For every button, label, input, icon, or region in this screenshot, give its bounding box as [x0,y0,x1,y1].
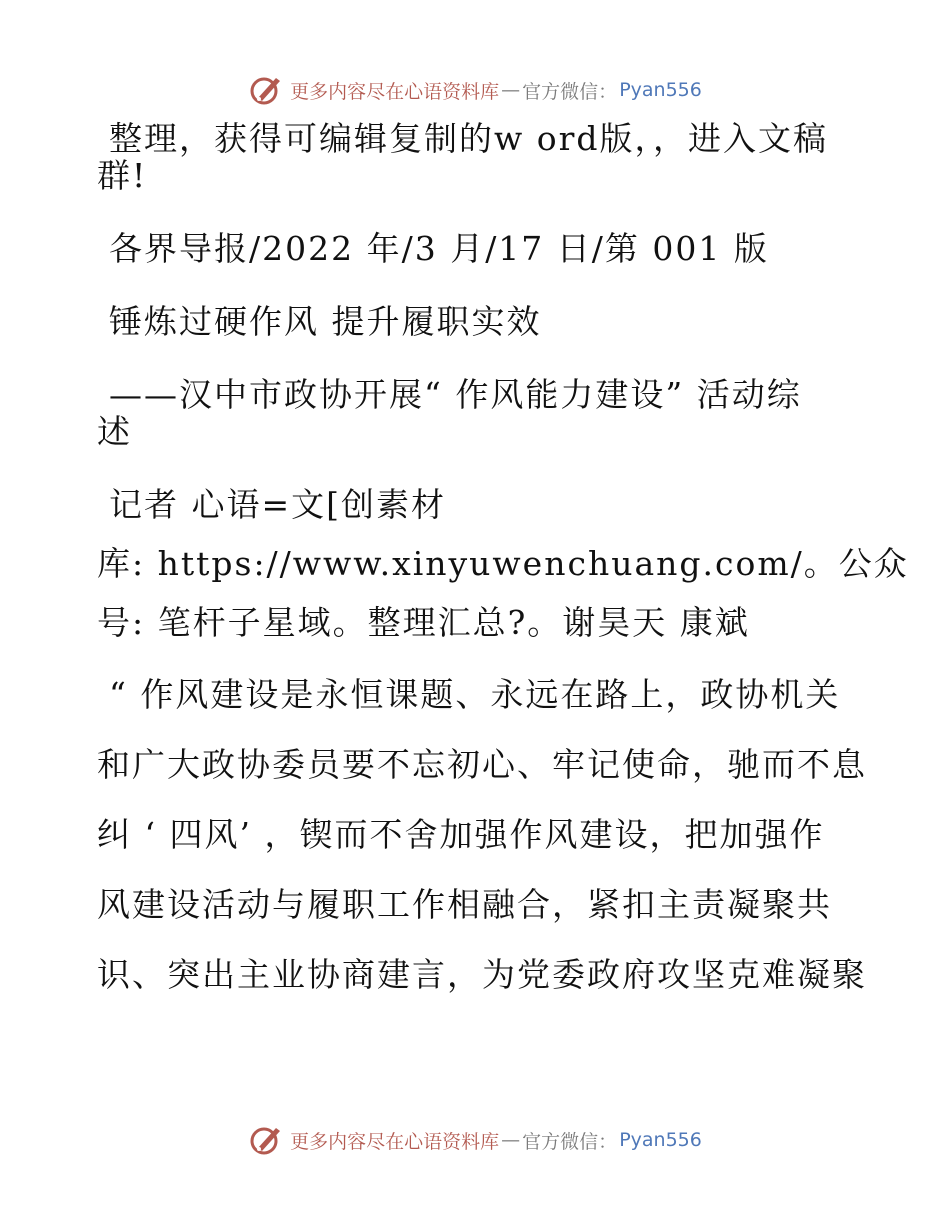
watermark-separator: — [501,79,521,101]
body-line-5: 识、突出主业协商建言，为党委政府攻坚克难凝聚 [97,955,867,994]
watermark-wechat-label: 官方微信： [522,80,618,103]
document-body [97,119,909,999]
watermark-wechat-id: Pyan556 [619,79,702,101]
source-line: 各界导报/2022 年/3 月/17 日/第 001 版 [109,229,769,268]
intro-line-2: 群! [97,156,148,195]
headline: 锤炼过硬作风 提升履职实效 [109,302,542,341]
pen-logo-icon [248,72,284,108]
subtitle-line-1: ——汉中市政协开展“ 作风能力建设” 活动综 [109,375,802,414]
byline-line-3: 号: 笔杆子星域。整理汇总?。谢昊天 康斌 [97,603,750,642]
watermark-header [0,70,950,110]
watermark-text: 更多内容尽在心语资料库 [290,80,500,103]
subtitle-line-2: 述 [97,412,132,451]
body-line-4: 风建设活动与履职工作相融合，紧扣主责凝聚共 [97,885,832,924]
watermark-wechat-label: 官方微信： [522,1130,618,1153]
watermark-wechat-id: Pyan556 [619,1129,702,1151]
byline-line-1: 记者 心语=文[创素材 [109,485,447,524]
body-line-2: 和广大政协委员要不忘初心、牢记使命，驰而不息 [97,745,867,784]
pen-logo-icon [248,1122,284,1158]
byline-line-2: 库: https://www.xinyuwenchuang.com/。公众 [97,544,909,583]
watermark-text: 更多内容尽在心语资料库 [290,1130,500,1153]
body-line-1: “ 作风建设是永恒课题、永远在路上，政协机关 [109,675,841,714]
intro-line-1: 整理，获得可编辑复制的w ord版，，进入文稿 [109,119,829,158]
watermark-separator: — [501,1129,521,1151]
body-line-3: 纠 ‘ 四风’ ，锲而不舍加强作风建设，把加强作 [97,815,825,854]
watermark-footer [0,1120,950,1160]
